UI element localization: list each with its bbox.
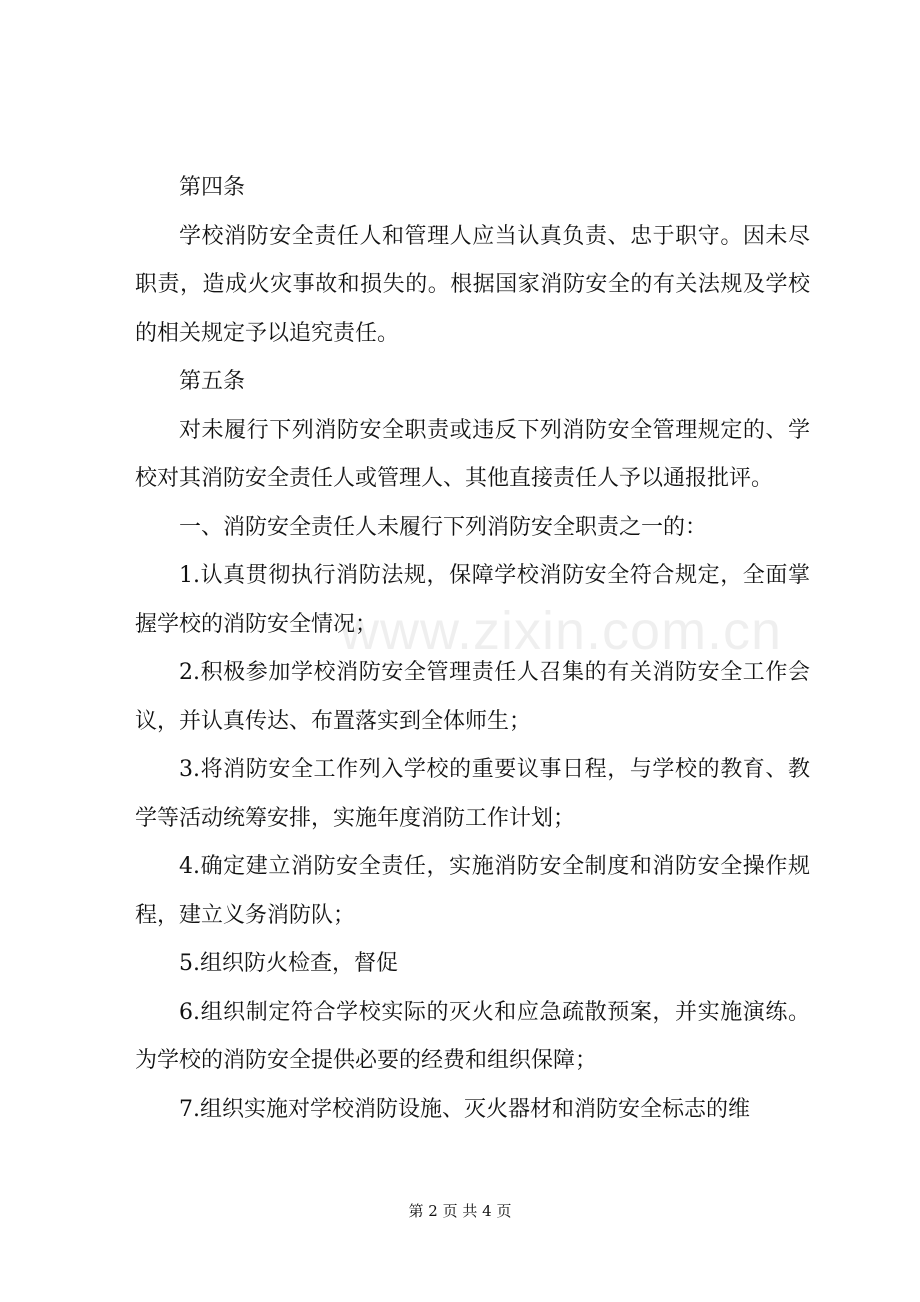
list-item: 5.组织防火检查，督促 [179, 951, 398, 976]
list-item: 1.认真贯彻执行消防法规，保障学校消防安全符合规定，全面掌握学校的消防安全情况； [135, 563, 810, 637]
article-heading-5: 第五条 [179, 369, 246, 394]
paragraph: 对未履行下列消防安全职责或违反下列消防安全管理规定的、学校对其消防安全责任人或管理人、其他直接责任人予以通报批评。 [135, 417, 810, 491]
watermark: www.zixin.com.cn [340, 601, 783, 661]
paragraph: 学校消防安全责任人和管理人应当认真负责、忠于职守。因未尽职责，造成火灾事故和损失的。根据国家消防安全的有关法规及学校的相关规定予以追究责任。 [135, 223, 810, 346]
article-heading-4: 第四条 [179, 175, 246, 200]
list-item: 4.确定建立消防安全责任，实施消防安全制度和消防安全操作规程，建立义务消防队； [135, 854, 810, 928]
list-item: 6.组织制定符合学校实际的灭火和应急疏散预案，并实施演练。为学校的消防安全提供必要的经费和组织保障； [135, 999, 810, 1073]
page-number: 第 2 页 共 4 页 [408, 1202, 512, 1220]
document-body [135, 164, 810, 1134]
list-item: 2.积极参加学校消防安全管理责任人召集的有关消防安全工作会议，并认真传达、布置落实到全体师生； [135, 660, 810, 734]
list-item: 3.将消防安全工作列入学校的重要议事日程，与学校的教育、教学等活动统筹安排，实施年度消防工作计划； [135, 757, 810, 831]
section-heading: 一、消防安全责任人未履行下列消防安全职责之一的： [179, 514, 708, 540]
list-item: 7.组织实施对学校消防设施、灭火器材和消防安全标志的维 [179, 1096, 750, 1122]
